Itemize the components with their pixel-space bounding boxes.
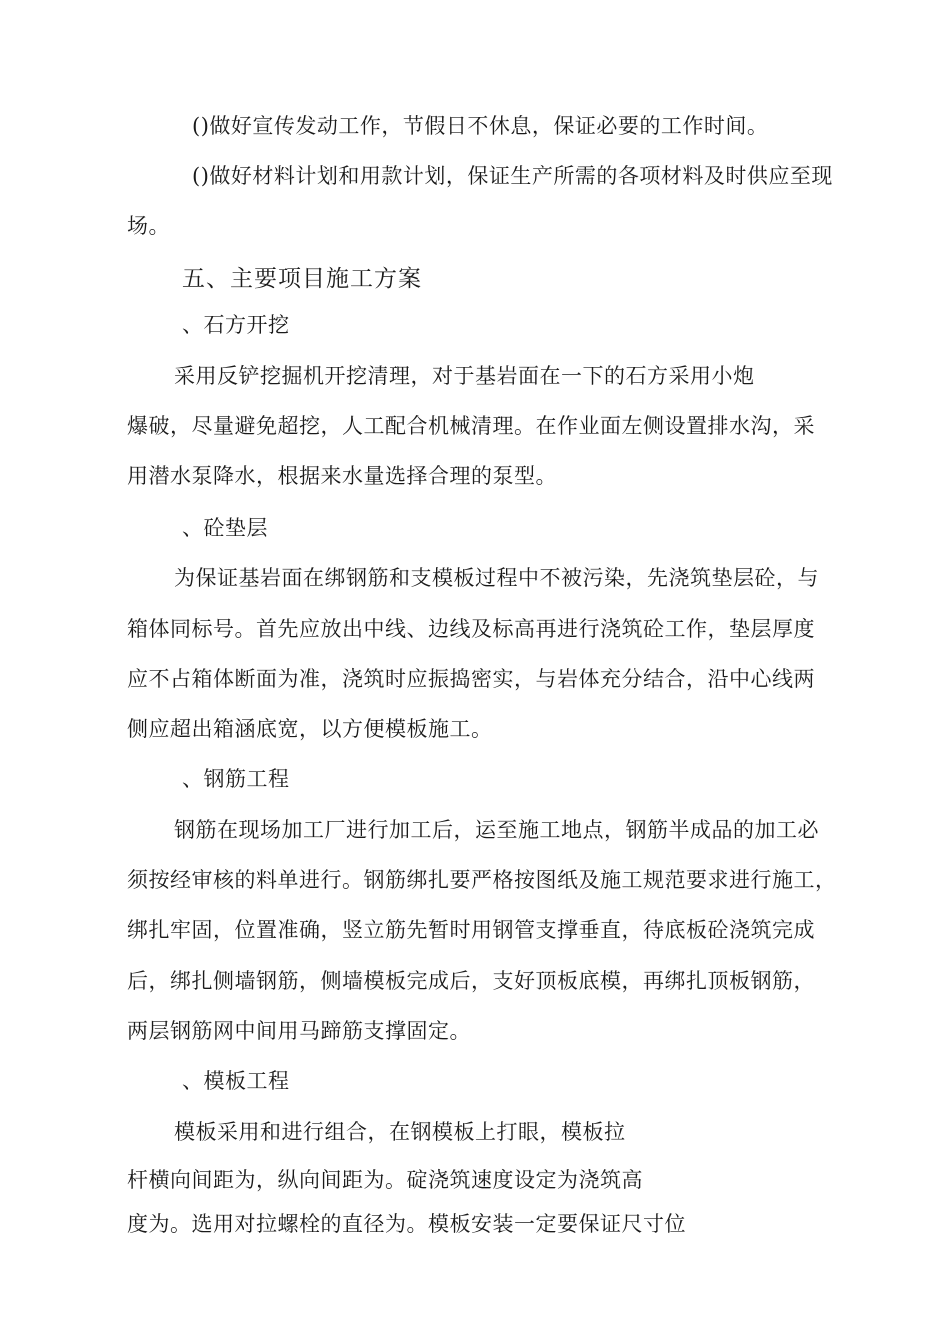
paragraph-line: 杆横向间距为，纵向间距为。碇浇筑速度设定为浇筑高 xyxy=(127,1168,643,1192)
paragraph-line: ()做好材料计划和用款计划，保证生产所需的各项材料及时供应至现 xyxy=(192,164,833,188)
paragraph-line: 侧应超出箱涵底宽，以方便模板施工。 xyxy=(127,717,493,741)
paragraph-line: 后，绑扎侧墙钢筋，侧墙模板完成后，支好顶板底模，再绑扎顶板钢筋， xyxy=(127,969,815,993)
paragraph-line: 场。 xyxy=(127,214,170,238)
paragraph-line: 度为。选用对拉螺栓的直径为。模板安装一定要保证尺寸位 xyxy=(127,1212,686,1236)
paragraph-line: 爆破，尽量避免超挖，人工配合机械清理。在作业面左侧设置排水沟，采 xyxy=(127,414,815,438)
subsection-heading: 、模板工程 xyxy=(182,1069,290,1093)
section-heading: 五、主要项目施工方案 xyxy=(182,266,422,292)
paragraph-line: 箱体同标号。首先应放出中线、边线及标高再进行浇筑砼工作，垫层厚度 xyxy=(127,617,815,641)
paragraph-line: 钢筋在现场加工厂进行加工后，运至施工地点，钢筋半成品的加工必 xyxy=(174,818,819,842)
paragraph-line: 为保证基岩面在绑钢筋和支模板过程中不被污染，先浇筑垫层砼，与 xyxy=(174,566,819,590)
paragraph-line: 用潜水泵降水，根据来水量选择合理的泵型。 xyxy=(127,464,557,488)
paragraph-line: 模板采用和进行组合，在钢模板上打眼，模板拉 xyxy=(174,1120,626,1144)
paragraph-line: ()做好宣传发动工作，节假日不休息，保证必要的工作时间。 xyxy=(192,114,769,138)
paragraph-line: 绑扎牢固，位置准确，竖立筋先暂时用钢管支撑垂直，待底板砼浇筑完成 xyxy=(127,918,815,942)
subsection-heading: 、钢筋工程 xyxy=(182,767,290,791)
paragraph-line: 两层钢筋网中间用马蹄筋支撑固定。 xyxy=(127,1019,471,1043)
subsection-heading: 、石方开挖 xyxy=(182,313,290,337)
paragraph-line: 应不占箱体断面为准，浇筑时应振捣密实，与岩体充分结合，沿中心线两 xyxy=(127,667,815,691)
paragraph-line: 须按经审核的料单进行。钢筋绑扎要严格按图纸及施工规范要求进行施工， xyxy=(127,868,837,892)
paragraph-line: 采用反铲挖掘机开挖清理，对于基岩面在一下的石方采用小炮 xyxy=(174,364,755,388)
subsection-heading: 、砼垫层 xyxy=(182,516,268,540)
